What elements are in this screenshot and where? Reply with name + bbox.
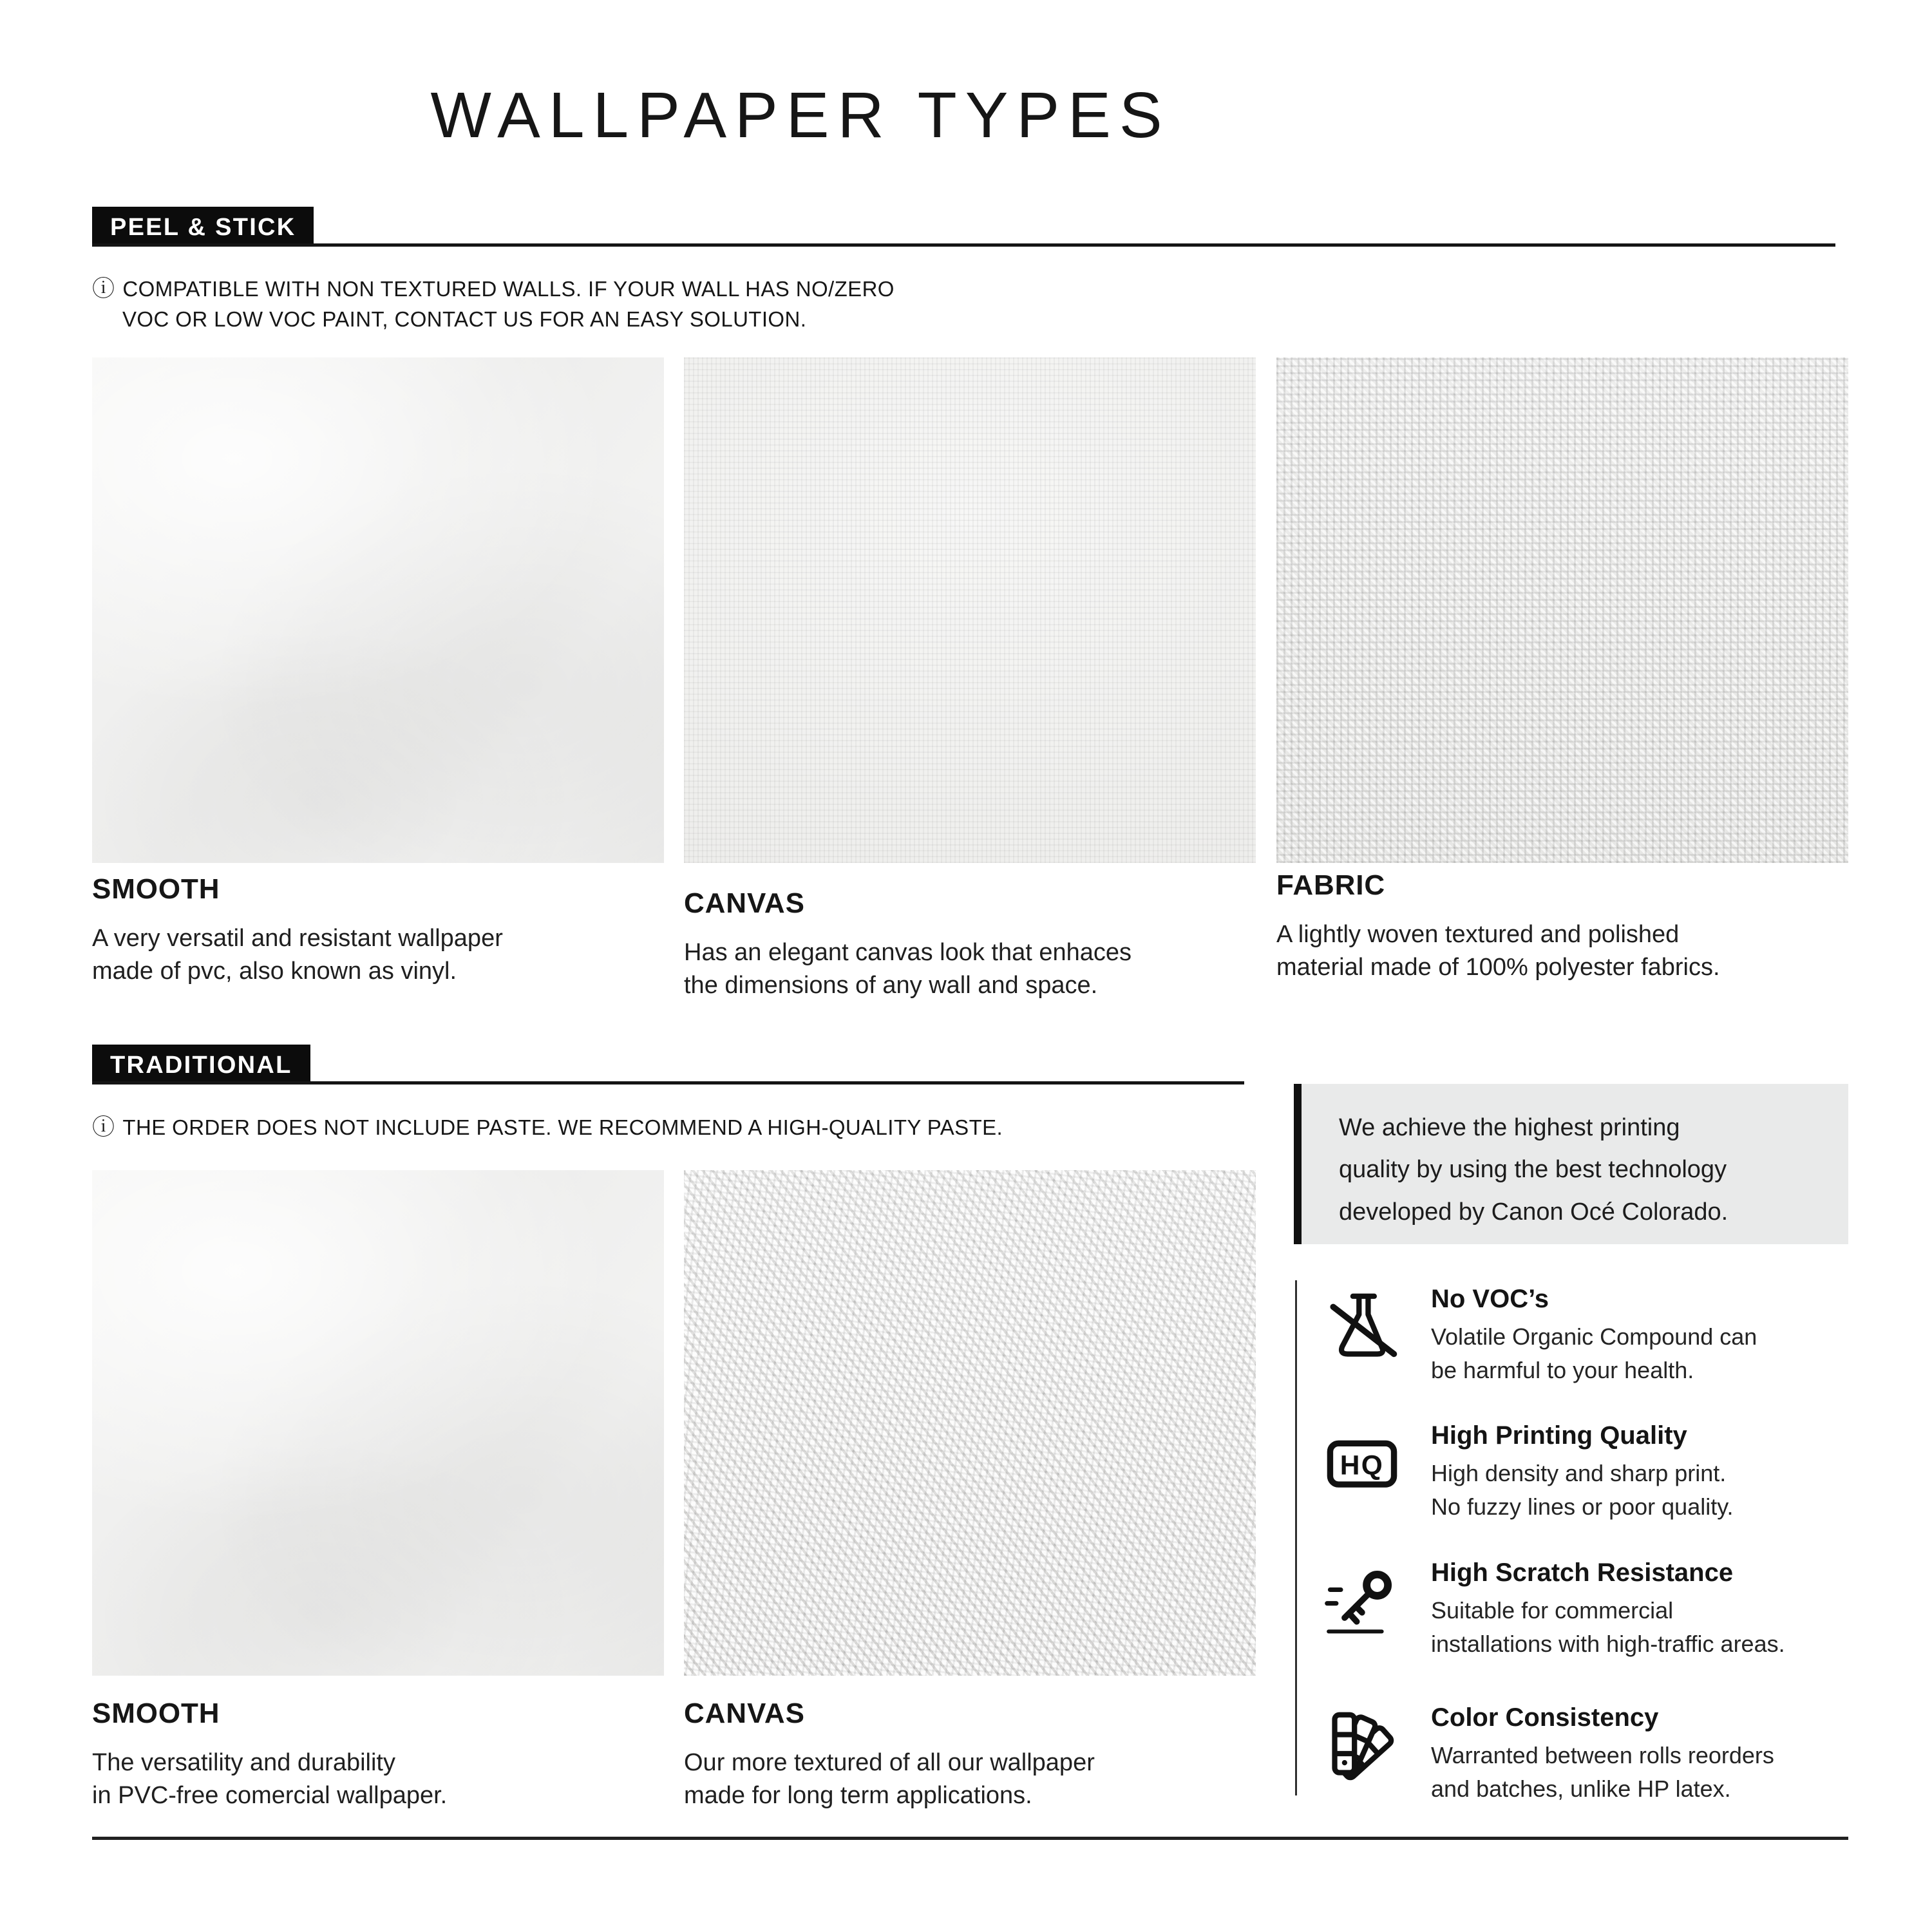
highlight-line: We achieve the highest printing — [1339, 1114, 1680, 1141]
page-title: WALLPAPER TYPES — [430, 79, 1171, 151]
desc-line: and batches, unlike HP latex. — [1431, 1775, 1731, 1802]
swatch-name: CANVAS — [684, 887, 805, 919]
swatch-name: SMOOTH — [92, 873, 220, 905]
note-line-1 — [92, 277, 895, 301]
feature-description — [1431, 1457, 1859, 1524]
feature-no-vocs — [1324, 1285, 1859, 1407]
swatch-peel-smooth — [92, 357, 664, 863]
swatch-description — [684, 936, 1256, 1002]
feature-text — [1431, 1285, 1859, 1387]
feature-description — [1431, 1594, 1859, 1661]
desc-line: High density and sharp print. — [1431, 1460, 1727, 1486]
feature-high-printing-quality — [1324, 1421, 1859, 1544]
feature-high-scratch-resistance — [1324, 1558, 1859, 1681]
highlight-line: developed by Canon Océ Colorado. — [1339, 1198, 1728, 1226]
desc-line: made for long term applications. — [684, 1781, 1032, 1809]
feature-description — [1431, 1320, 1859, 1387]
info-icon: ⓘ — [92, 276, 115, 301]
desc-line: Our more textured of all our wallpaper — [684, 1749, 1095, 1776]
swatch-description — [92, 1747, 664, 1812]
note-line-1 — [92, 1115, 1003, 1139]
quality-highlight-panel — [1294, 1084, 1848, 1244]
hq-badge-text: HQ — [1340, 1450, 1385, 1481]
desc-line: No fuzzy lines or poor quality. — [1431, 1493, 1734, 1520]
info-icon: ⓘ — [92, 1115, 115, 1140]
note-text: COMPATIBLE WITH NON TEXTURED WALLS. IF YOUR WALL HAS NO/ZERO — [122, 277, 895, 301]
note-traditional — [92, 1112, 1003, 1143]
feature-title: High Scratch Resistance — [1431, 1558, 1734, 1587]
feature-color-consistency — [1324, 1703, 1859, 1826]
features-divider-line — [1295, 1280, 1297, 1795]
swatch-traditional-canvas — [684, 1170, 1256, 1676]
swatch-description — [1276, 918, 1869, 984]
feature-description — [1431, 1739, 1859, 1806]
feature-text — [1431, 1558, 1859, 1661]
desc-line: The versatility and durability — [92, 1749, 395, 1776]
section-label-peel-stick — [92, 207, 314, 247]
section-rule-traditional — [92, 1081, 1244, 1084]
color-swatches-icon — [1324, 1707, 1400, 1783]
swatch-traditional-smooth — [92, 1170, 664, 1676]
note-text: THE ORDER DOES NOT INCLUDE PASTE. WE RECOMMEND A HIGH-QUALITY PASTE. — [122, 1115, 1003, 1139]
caption-peel-canvas — [684, 887, 1256, 1002]
swatch-description — [92, 922, 664, 988]
note-line-2: VOC OR LOW VOC PAINT, CONTACT US FOR AN EASY SOLUTION. — [122, 307, 807, 331]
desc-line: Volatile Organic Compound can — [1431, 1323, 1757, 1350]
swatch-peel-fabric — [1276, 357, 1848, 863]
swatch-peel-canvas — [684, 357, 1256, 863]
note-peel-stick — [92, 273, 895, 334]
section-label-text: PEEL & STICK — [92, 207, 314, 247]
caption-traditional-smooth — [92, 1698, 664, 1812]
desc-line: Warranted between rolls reorders — [1431, 1742, 1774, 1768]
desc-line: the dimensions of any wall and space. — [684, 971, 1098, 999]
section-label-text: TRADITIONAL — [92, 1045, 310, 1084]
desc-line: be harmful to your health. — [1431, 1356, 1694, 1383]
feature-text — [1431, 1421, 1859, 1524]
scratch-key-icon — [1324, 1562, 1400, 1638]
feature-title: No VOC’s — [1431, 1285, 1549, 1313]
swatch-name: SMOOTH — [92, 1698, 220, 1729]
caption-traditional-canvas — [684, 1698, 1256, 1812]
section-label-traditional — [92, 1045, 310, 1084]
feature-title: Color Consistency — [1431, 1703, 1659, 1732]
no-voc-flask-icon — [1324, 1289, 1400, 1365]
swatch-name: FABRIC — [1276, 869, 1386, 901]
caption-peel-smooth — [92, 873, 664, 988]
desc-line: made of pvc, also known as vinyl. — [92, 957, 457, 985]
section-rule-peel-stick — [92, 243, 1835, 247]
highlight-line: quality by using the best technology — [1339, 1156, 1727, 1184]
feature-text — [1431, 1703, 1859, 1806]
caption-peel-fabric — [1276, 869, 1869, 984]
desc-line: in PVC-free comercial wallpaper. — [92, 1781, 448, 1809]
swatch-description — [684, 1747, 1256, 1812]
desc-line: Has an elegant canvas look that enhaces — [684, 939, 1132, 966]
hq-badge-icon — [1324, 1425, 1400, 1501]
desc-line: Suitable for commercial — [1431, 1597, 1674, 1624]
desc-line: A lightly woven textured and polished — [1276, 921, 1680, 948]
desc-line: material made of 100% polyester fabrics. — [1276, 953, 1720, 981]
swatch-name: CANVAS — [684, 1698, 805, 1729]
desc-line: A very versatil and resistant wallpaper — [92, 925, 503, 952]
feature-title: High Printing Quality — [1431, 1421, 1687, 1450]
bottom-rule — [92, 1837, 1848, 1840]
desc-line: installations with high-traffic areas. — [1431, 1630, 1785, 1657]
